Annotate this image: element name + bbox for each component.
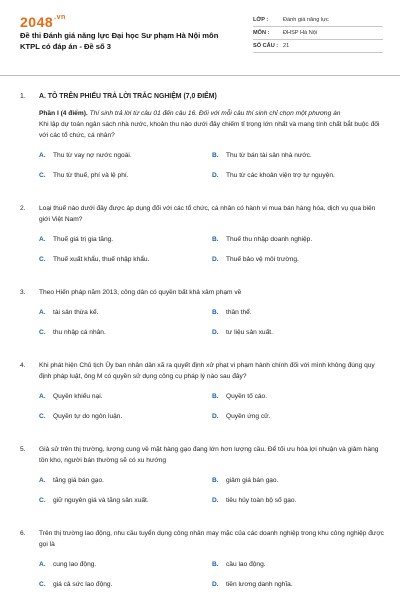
option-text: tiền lương danh nghĩa. [226, 581, 293, 588]
answer-option[interactable] [212, 150, 385, 161]
option-letter: B. [212, 561, 219, 568]
question-item [20, 119, 385, 190]
answer-option[interactable] [212, 579, 385, 590]
option-text: Thu từ các khoản viện trợ tự nguyện. [226, 172, 335, 179]
answer-option[interactable] [39, 327, 212, 338]
answer-options [39, 150, 385, 190]
answer-option[interactable] [212, 327, 385, 338]
question-row [20, 287, 385, 298]
logo-text: 2048 [20, 14, 54, 30]
answer-option[interactable] [212, 559, 385, 570]
option-letter: A. [39, 477, 46, 484]
logo-suffix: .vn [54, 14, 66, 21]
question-item [20, 360, 385, 431]
question-number: 4. [20, 362, 26, 369]
part-instruction: Thí sinh trả lời từ câu 01 đến câu 16. Đối với mỗi câu thí sinh chỉ chọn một phương án [87, 110, 341, 117]
option-letter: C. [39, 497, 46, 504]
answer-option[interactable] [39, 234, 212, 245]
option-text: Thuế thu nhập doanh nghiệp. [226, 236, 313, 243]
answer-options [39, 234, 385, 274]
question-item [20, 287, 385, 347]
option-text: Quyền khiếu nại. [53, 393, 103, 400]
option-letter: D. [212, 329, 219, 336]
question-number: 5. [20, 446, 26, 453]
question-text: Trên thị trường lao động, nhu cầu tuyển dụng công nhân may mặc của các doanh nghiệp trong khu công nghiệp được gọi là [39, 530, 384, 548]
answer-option[interactable] [212, 475, 385, 486]
option-text: Thuế bảo vệ môi trường. [226, 256, 299, 263]
answer-option[interactable] [39, 559, 212, 570]
option-letter: C. [39, 581, 46, 588]
question-number: 6. [20, 530, 26, 537]
question-text: Khi lập dự toán ngân sách nhà nước, khoản thu nào dưới đây chiếm tỉ trọng lớn nhất và mang tính chất bắt buộc đối với các tổ chức, cá nhân? [39, 121, 380, 139]
option-letter: C. [39, 413, 46, 420]
answer-option[interactable] [39, 579, 212, 590]
meta-value: Đánh giá năng lực [283, 17, 329, 23]
option-letter: C. [39, 256, 46, 263]
option-text: tăng giá bán gạo. [53, 477, 104, 484]
question-text: Loại thuế nào dưới đây được áp dụng đối với các tổ chức, cá nhân có hành vi mua bán hàng hóa, dịch vụ qua biên giới Việt Nam? [39, 205, 376, 223]
answer-option[interactable] [39, 307, 212, 318]
question-item [20, 528, 385, 599]
question-text: Theo Hiến pháp năm 2013, công dân có quyền bất khả xâm phạm về [39, 289, 242, 296]
option-letter: D. [212, 256, 219, 263]
question-row [20, 203, 385, 225]
option-letter: D. [212, 497, 219, 504]
site-logo[interactable] [20, 14, 66, 30]
answer-option[interactable] [39, 391, 212, 402]
answer-option[interactable] [39, 170, 212, 181]
option-letter: B. [212, 236, 219, 243]
meta-value: ĐHSP Hà Nội [283, 30, 318, 36]
option-text: Quyền ứng cử. [226, 413, 271, 420]
question-number: 3. [20, 289, 26, 296]
document-title: Đề thi Đánh giá năng lực Đại học Sư phạm Hà Nội môn KTPL có đáp án - Đề số 3 [20, 31, 219, 51]
meta-key: MÔN : [253, 30, 270, 36]
option-text: giữ nguyên giá và tăng sản xuất. [53, 497, 149, 504]
meta-key: LỚP : [253, 17, 269, 23]
answer-option[interactable] [39, 411, 212, 422]
answer-option[interactable] [212, 411, 385, 422]
option-text: Thuế giá trị gia tăng. [53, 236, 114, 243]
option-text: cung lao động. [53, 561, 97, 568]
option-text: Thu từ thuế, phí và lệ phí. [53, 172, 129, 179]
exam-content [20, 86, 385, 599]
meta-value: 21 [283, 43, 290, 49]
answer-option[interactable] [39, 495, 212, 506]
header-divider [0, 75, 400, 76]
meta-row-count [253, 40, 383, 53]
answer-options [39, 559, 385, 599]
answer-option[interactable] [212, 254, 385, 265]
answer-option[interactable] [212, 495, 385, 506]
option-letter: D. [212, 172, 219, 179]
option-text: giá cả sức lao động. [53, 581, 113, 588]
option-letter: D. [212, 413, 219, 420]
question-row [20, 444, 385, 466]
option-text: Quyền tự do ngôn luận. [53, 413, 123, 420]
option-text: tiêu hủy toàn bộ số gạo. [226, 497, 297, 504]
option-letter: B. [212, 152, 219, 159]
question-text: Khi phát hiện Chủ tịch Ủy ban nhân dân xã ra quyết định xử phạt vi phạm hành chính đối với mình không đúng quy định pháp luật, ông M có quyền sử dụng công cụ pháp lý nào sau đây? [39, 362, 375, 380]
answer-options [39, 475, 385, 515]
option-text: Thuế xuất khẩu, thuế nhập khẩu. [53, 256, 150, 263]
option-text: Thu từ bán tài sản nhà nước. [226, 152, 312, 159]
section-heading [20, 91, 385, 102]
option-letter: B. [212, 309, 219, 316]
option-text: cầu lao động. [226, 561, 266, 568]
option-letter: D. [212, 581, 219, 588]
option-text: thân thể. [226, 309, 252, 316]
option-text: giảm giá bán gạo. [226, 477, 279, 484]
question-item [20, 203, 385, 274]
option-letter: C. [39, 329, 46, 336]
meta-row-class [253, 14, 383, 27]
option-text: Thu từ vay nợ nước ngoài. [53, 152, 132, 159]
question-text: Giả sử trên thị trường, lượng cung về mặt hàng gạo đang lớn hơn lượng cầu. Để tối ưu hóa lợi nhuận và giảm hàng tồn kho, người bán thường sẽ có xu hướng [39, 446, 379, 464]
option-text: Quyền tố cáo. [226, 393, 268, 400]
option-letter: A. [39, 393, 46, 400]
option-text: tài sản thừa kế. [53, 309, 99, 316]
answer-option[interactable] [212, 307, 385, 318]
option-letter: A. [39, 236, 46, 243]
option-text: tư liệu sản xuất. [226, 329, 273, 336]
option-letter: A. [39, 561, 46, 568]
question-number: 2. [20, 205, 26, 212]
option-letter: A. [39, 309, 46, 316]
answer-option[interactable] [39, 150, 212, 161]
answer-option[interactable] [212, 170, 385, 181]
option-letter: B. [212, 393, 219, 400]
meta-row-subject [253, 27, 383, 40]
answer-options [39, 307, 385, 347]
document-header [0, 0, 400, 72]
section-number: 1. [20, 93, 26, 100]
part-heading: Phần I (4 điểm). [39, 110, 88, 117]
exam-meta-table [253, 14, 383, 53]
meta-key: SỐ CÂU : [253, 43, 279, 49]
section-title: A. TÔ TRÊN PHIẾU TRẢ LỜI TRẮC NGHIỆM (7,0 ĐIỂM) [39, 93, 217, 100]
option-letter: C. [39, 172, 46, 179]
option-letter: B. [212, 477, 219, 484]
option-letter: A. [39, 152, 46, 159]
answer-option[interactable] [39, 475, 212, 486]
question-row [20, 360, 385, 382]
answer-option[interactable] [212, 234, 385, 245]
answer-option[interactable] [212, 391, 385, 402]
question-item [20, 444, 385, 515]
part-intro [39, 108, 385, 119]
answer-options [39, 391, 385, 431]
answer-option[interactable] [39, 254, 212, 265]
option-text: thu nhập cá nhân. [53, 329, 106, 336]
question-row [20, 528, 385, 550]
